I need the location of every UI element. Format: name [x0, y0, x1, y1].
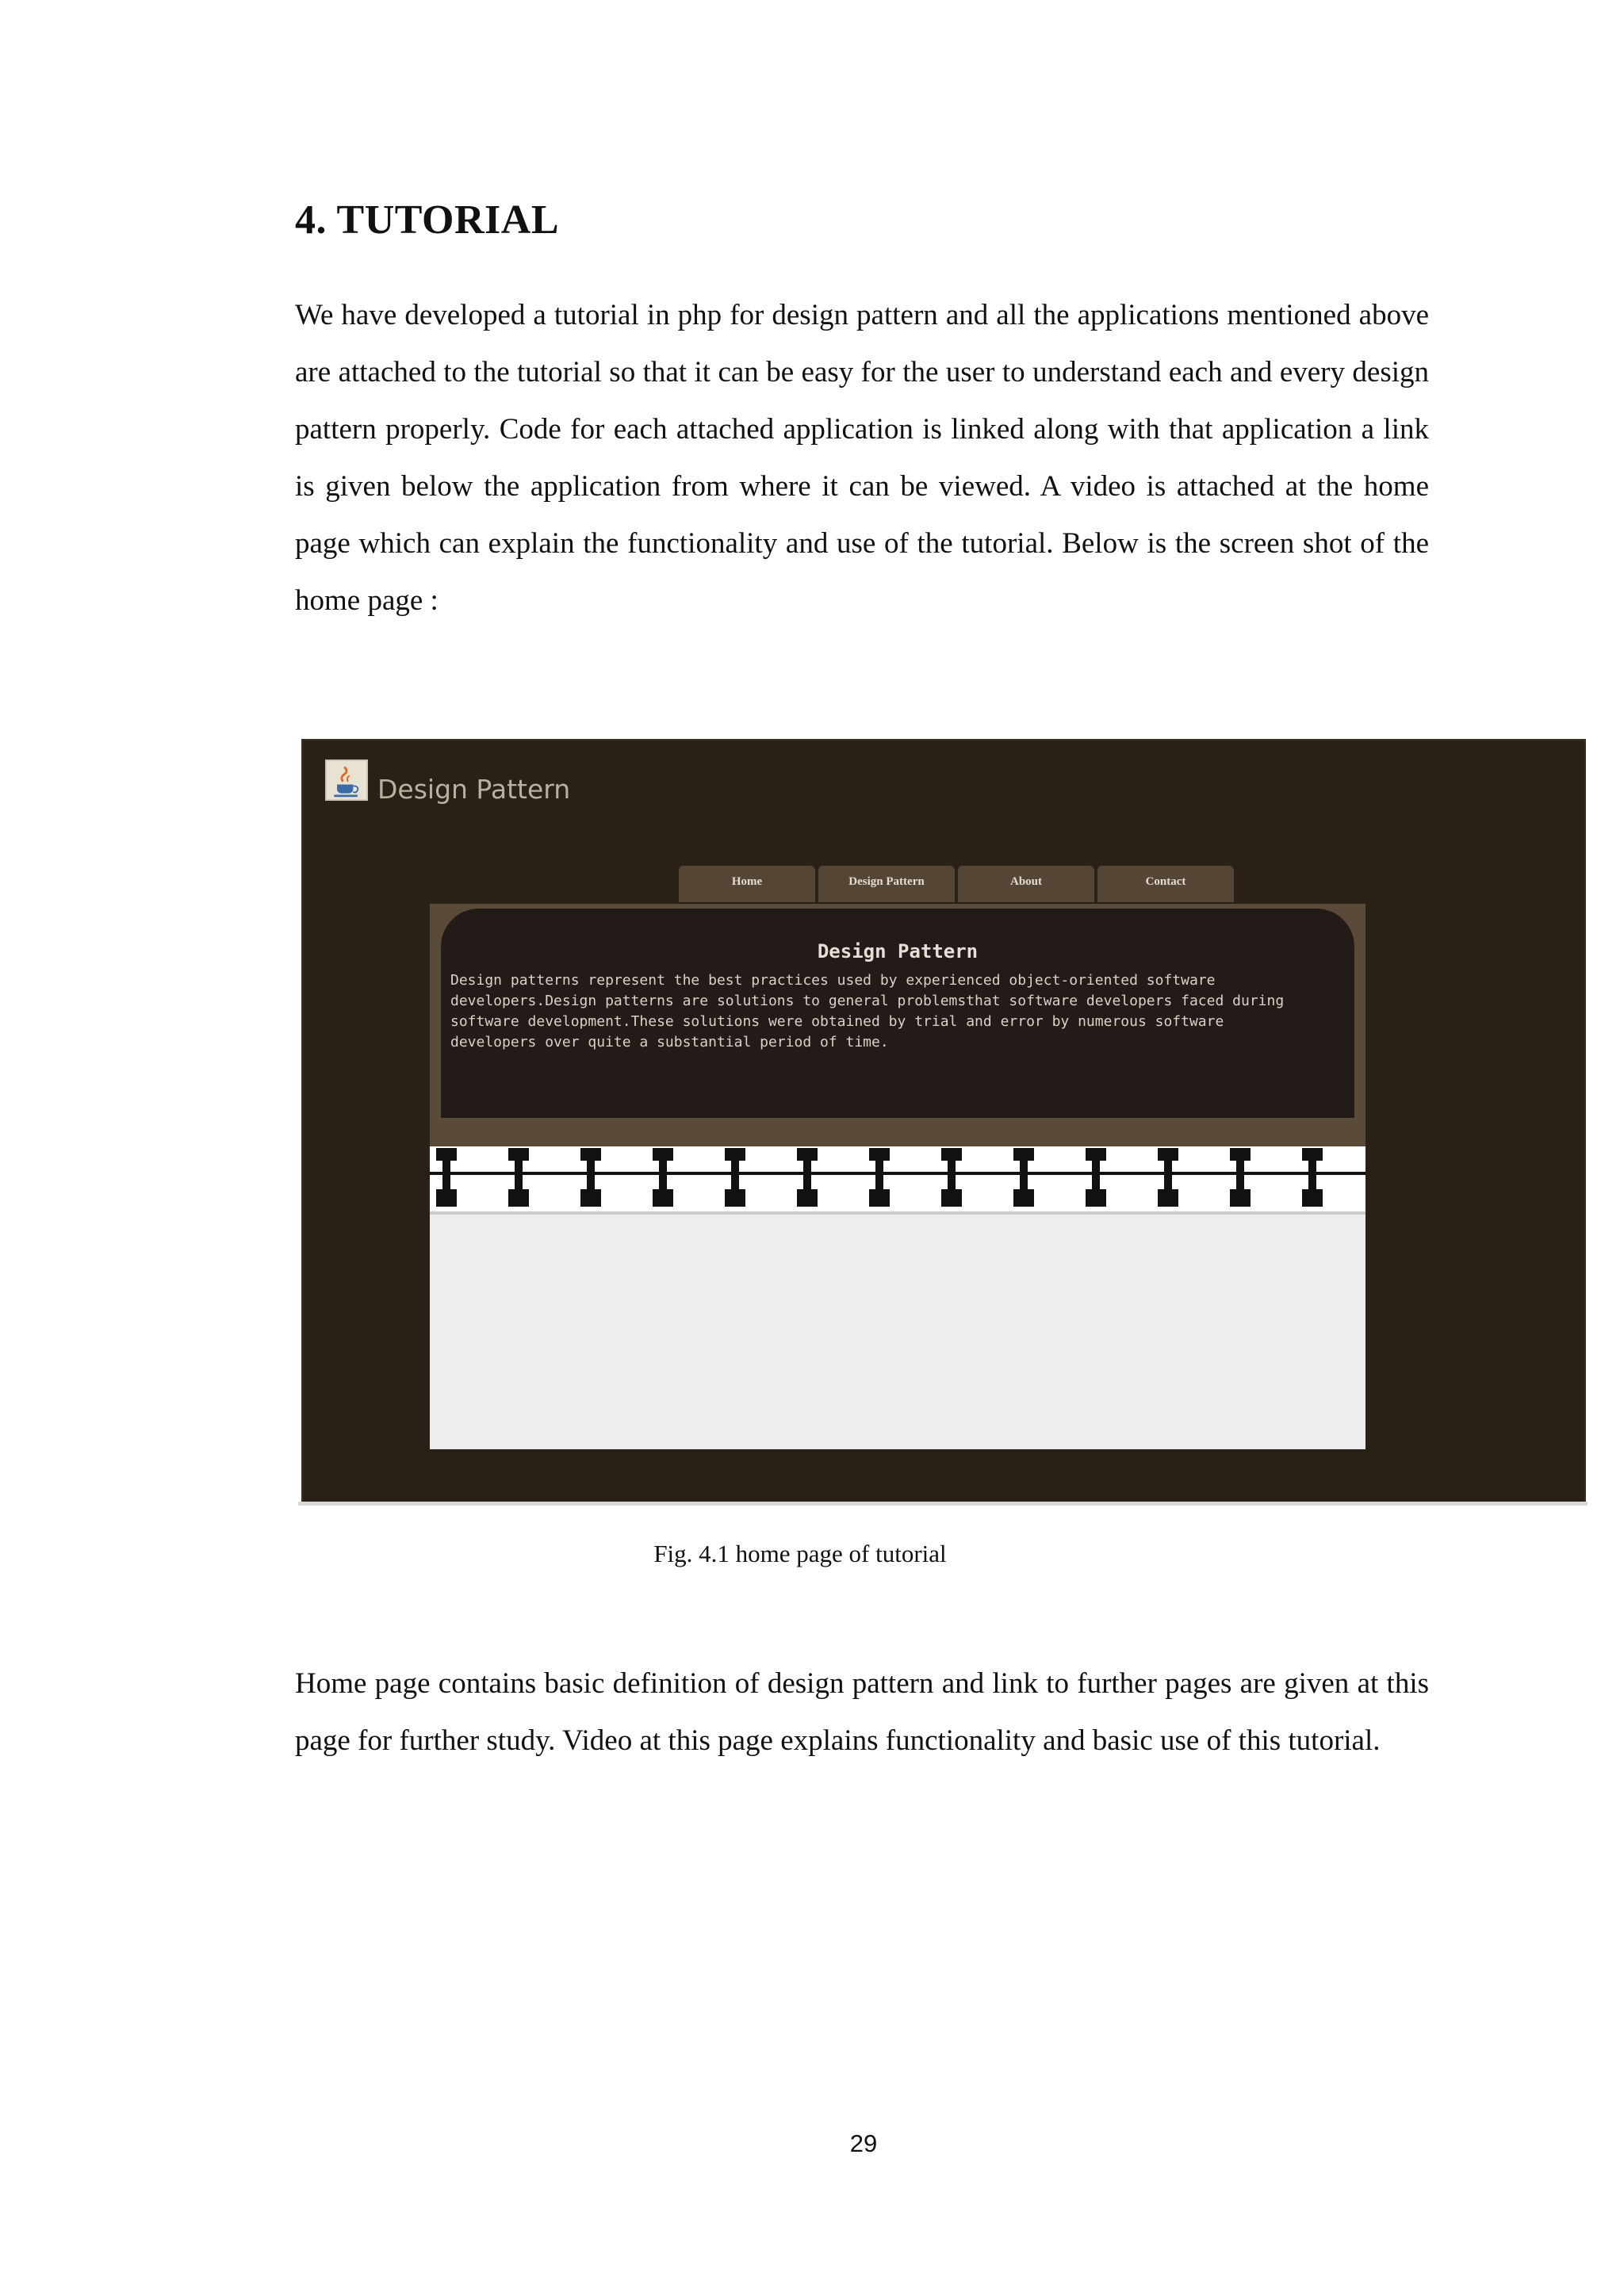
nav-home[interactable]: Home [679, 866, 815, 902]
binding-ring [797, 1148, 818, 1207]
binding-ring [725, 1148, 745, 1207]
panel-title: Design Pattern [817, 940, 979, 962]
closing-paragraph: Home page contains basic definition of design pattern and link to further pages are given at this page for further study. Video at this page explains functionality and basic use of this tutorial. [295, 1667, 1429, 1757]
binding-ring [580, 1148, 601, 1207]
figure-caption: Fig. 4.1 home page of tutorial [653, 1540, 947, 1567]
binding-ring [436, 1148, 457, 1207]
figure-divider [298, 1502, 1588, 1506]
binding-ring [1158, 1148, 1178, 1207]
binding-ring [508, 1148, 529, 1207]
nav-bar [679, 866, 1237, 902]
notebook-binding-rings [430, 1146, 1365, 1215]
content-frame [430, 904, 1365, 1146]
binding-ring [1230, 1148, 1251, 1207]
nav-contact[interactable]: Contact [1097, 866, 1234, 902]
content-panel [441, 909, 1354, 1118]
binding-ring [1086, 1148, 1106, 1207]
java-cup-icon [325, 760, 368, 801]
binding-ring [941, 1148, 962, 1207]
content-area [430, 1215, 1365, 1449]
tutorial-homepage-screenshot [303, 740, 1584, 1503]
panel-text: Design patterns represent the best practices used by experienced object-oriented software developers.Design patterns are solutions to general problemsthat software developers faced during software development.These solutions were obtained by trial and error by numerous software developers over quite a substantial period of time. [450, 972, 1285, 1050]
binding-ring [869, 1148, 890, 1207]
nav-design-pattern[interactable]: Design Pattern [818, 866, 955, 902]
intro-paragraph: We have developed a tutorial in php for design pattern and all the applications mentioned above are attached to the tutorial so that it can be easy for the user to understand each and every design pattern properly. Code for each attached application is linked along with that application a link is given below the application from where it can be viewed. A video is attached at the home page which can explain the functionality and use of the tutorial. Below is the screen shot of the home page : [295, 299, 1429, 617]
section-heading: 4. TUTORIAL [295, 197, 560, 243]
binding-ring [1302, 1148, 1323, 1207]
nav-about[interactable]: About [958, 866, 1094, 902]
binding-ring [1013, 1148, 1034, 1207]
binding-ring [653, 1148, 673, 1207]
app-title: Design Pattern [377, 774, 571, 805]
page-number: 29 [849, 2130, 878, 2157]
